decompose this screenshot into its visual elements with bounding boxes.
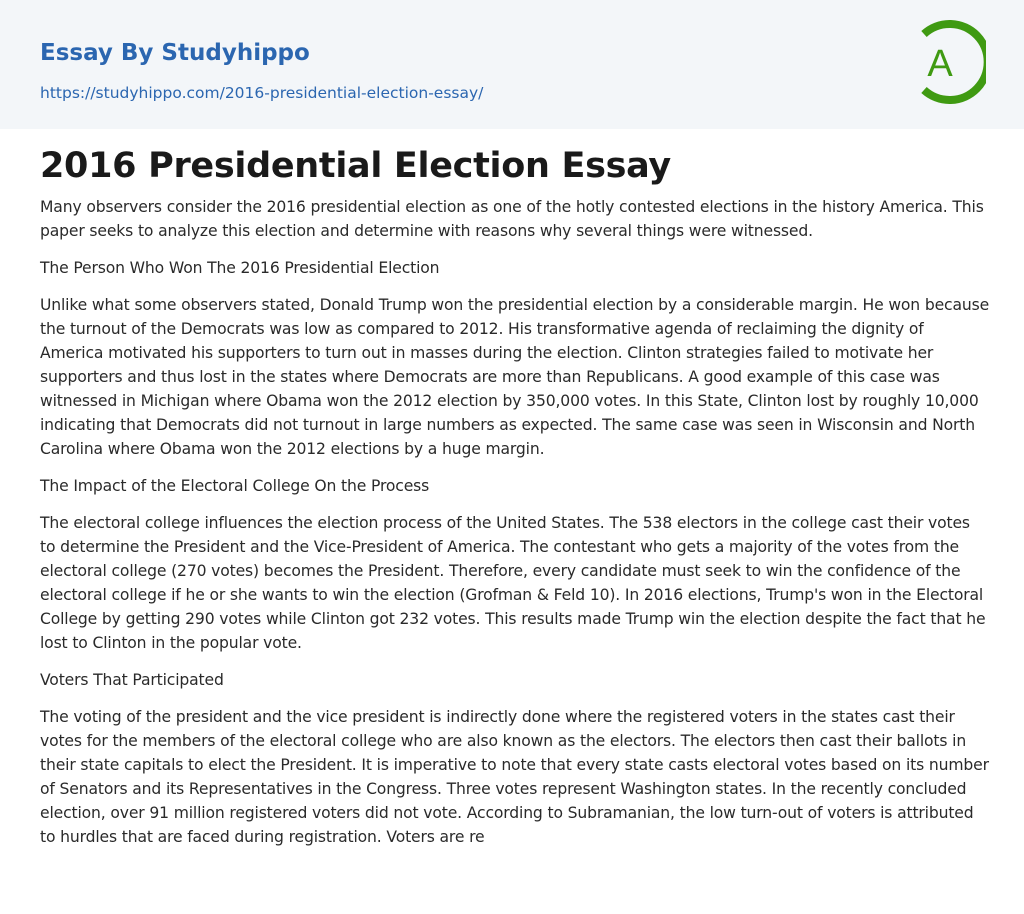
essay-body — [40, 195, 990, 862]
paragraph: The electoral college influences the election process of the United States. The 538 electors in the college cast their votes to determine the President and the Vice-President of America. The contestant who gets a majority of the votes from the electoral college (270 votes) becomes the President. Therefore, every candidate must seek to win the confidence of the electoral college if he or she wants to win the election (Grofman & Feld 10). In 2016 elections, Trump's won in the Electoral College by getting 290 votes while Clinton got 232 votes. This results made Trump win the election despite the fact that he lost to Clinton in the popular vote. — [40, 514, 986, 652]
svg-text:A: A — [927, 43, 953, 85]
section-heading: The Person Who Won The 2016 Presidential Election — [40, 259, 440, 277]
paragraph: The voting of the president and the vice president is indirectly done where the registered voters in the states cast their votes for the members of the electoral college who are also known as the electors. The electors then cast their ballots in their state capitals to elect the President. It is imperative to note that every state casts electoral votes based on its number of Senators and its Representatives in the Congress. Three votes represent Washington states. In the recently concluded election, over 91 million registered voters did not vote. According to Subramanian, the low turn-out of voters is attributed to hurdles that are faced during registration. Voters are re — [40, 708, 989, 846]
page-title: 2016 Presidential Election Essay — [40, 146, 671, 186]
paragraph: Unlike what some observers stated, Donald Trump won the presidential election by a considerable margin. He won because the turnout of the Democrats was low as compared to 2012. His transformative agenda of reclaiming the dignity of America motivated his supporters to turn out in masses during the election. Clinton strategies failed to motivate her supporters and thus lost in the states where Democrats are more than Republicans. A good example of this case was witnessed in Michigan where Obama won the 2012 election by 350,000 votes. In this State, Clinton lost by roughly 10,000 indicating that Democrats did not turnout in large numbers as expected. The same case was seen in Wisconsin and North Carolina where Obama won the 2012 elections by a huge margin. — [40, 296, 990, 458]
paragraph: Many observers consider the 2016 presidential election as one of the hotly contested elections in the history America. This paper seeks to analyze this election and determine with reasons why several things were witnessed. — [40, 198, 984, 240]
logo-icon — [912, 20, 986, 104]
brand-title: Essay By Studyhippo — [40, 40, 310, 66]
section-heading: The Impact of the Electoral College On the Process — [40, 477, 430, 495]
source-url-link[interactable]: https://studyhippo.com/2016-presidential-election-essay/ — [40, 84, 484, 102]
section-heading: Voters That Participated — [40, 671, 224, 689]
